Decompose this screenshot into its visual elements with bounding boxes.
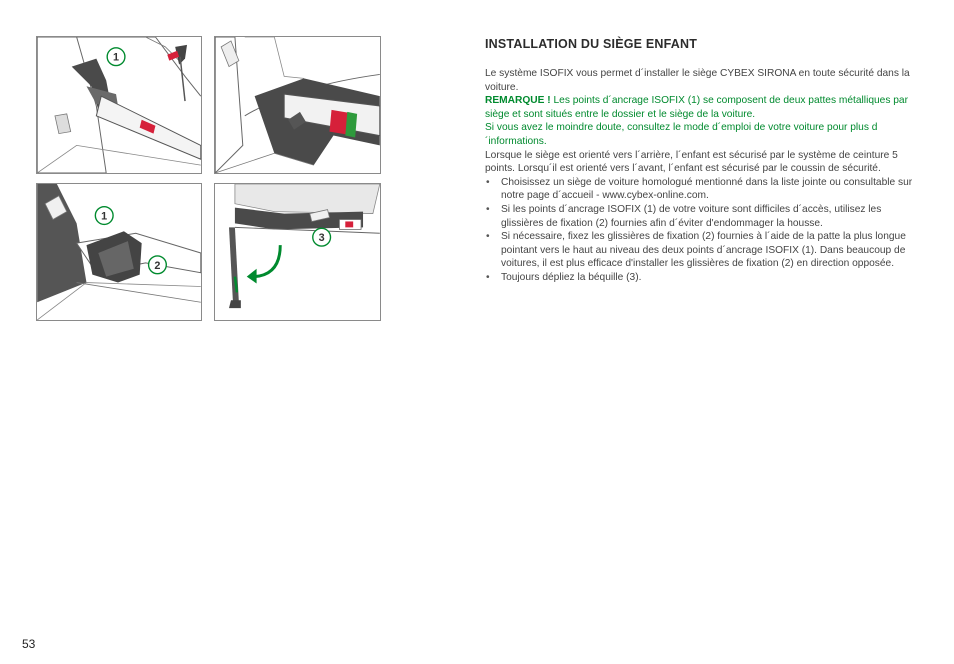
remark-paragraph-2: Si vous avez le moindre doute, consultez le mode d´emploi de votre voiture pour plus d´informations.	[485, 122, 878, 147]
illustration-support-leg	[214, 183, 381, 321]
illustration-isofix-latch-close-up	[214, 36, 381, 174]
instruction-list	[485, 176, 920, 285]
remark-text: Les points d´ancrage ISOFIX (1) se composent de deux pattes métalliques par siège et sont situés entre le dossier et le siège de la voiture.	[485, 95, 908, 120]
illustration-guide-sleeves	[36, 183, 202, 321]
isofix-anchor-illustration	[37, 37, 201, 173]
instructions-column	[485, 36, 920, 285]
page-number: 53	[22, 637, 36, 651]
list-item: • Toujours dépliez la béquille (3).	[485, 271, 920, 285]
intro-paragraph: Le système ISOFIX vous permet d´installer le siège CYBEX SIRONA en toute sécurité dans la voiture.	[485, 68, 910, 93]
orientation-paragraph: Lorsque le siège est orienté vers l´arrière, l´enfant est sécurisé par le système de ceinture 5 points. Lorsqu´il est orienté vers l´avant, l´enfant est sécurisé par le coussin de sécurité.	[485, 149, 898, 175]
callout-2: 2	[154, 259, 161, 272]
remark-paragraph	[485, 94, 920, 121]
list-item: • Si nécessaire, fixez les glissières de fixation (2) fournies à l´aide de la patte la plus longue pointant vers le haut au niveau des deux points d´ancrage ISOFIX (1). Dans beaucoup de voitures, il est plus efficace d'installer les glissières de fixation (2) en direction opposée.	[485, 230, 920, 271]
callout-1: 1	[101, 210, 108, 223]
guide-sleeve-illustration	[37, 184, 201, 320]
illustration-isofix-points	[36, 36, 202, 174]
latch-close-up-illustration	[215, 37, 380, 173]
callout-3: 3	[318, 232, 325, 245]
callout-1: 1	[113, 51, 120, 64]
list-item: • Choisissez un siège de voiture homologué mentionné dans la liste jointe ou consultable sur notre page d´accueil - www.cybex-online.com.	[485, 176, 920, 203]
remark-label: REMARQUE !	[485, 95, 551, 107]
list-item: • Si les points d´ancrage ISOFIX (1) de votre voiture sont difficiles d´accès, utilisez les glissières de fixation (2) fournies afin d´éviter d'endommager la housse.	[485, 203, 920, 230]
support-leg-illustration	[215, 184, 380, 320]
section-heading: INSTALLATION DU SIÈGE ENFANT	[485, 37, 698, 51]
